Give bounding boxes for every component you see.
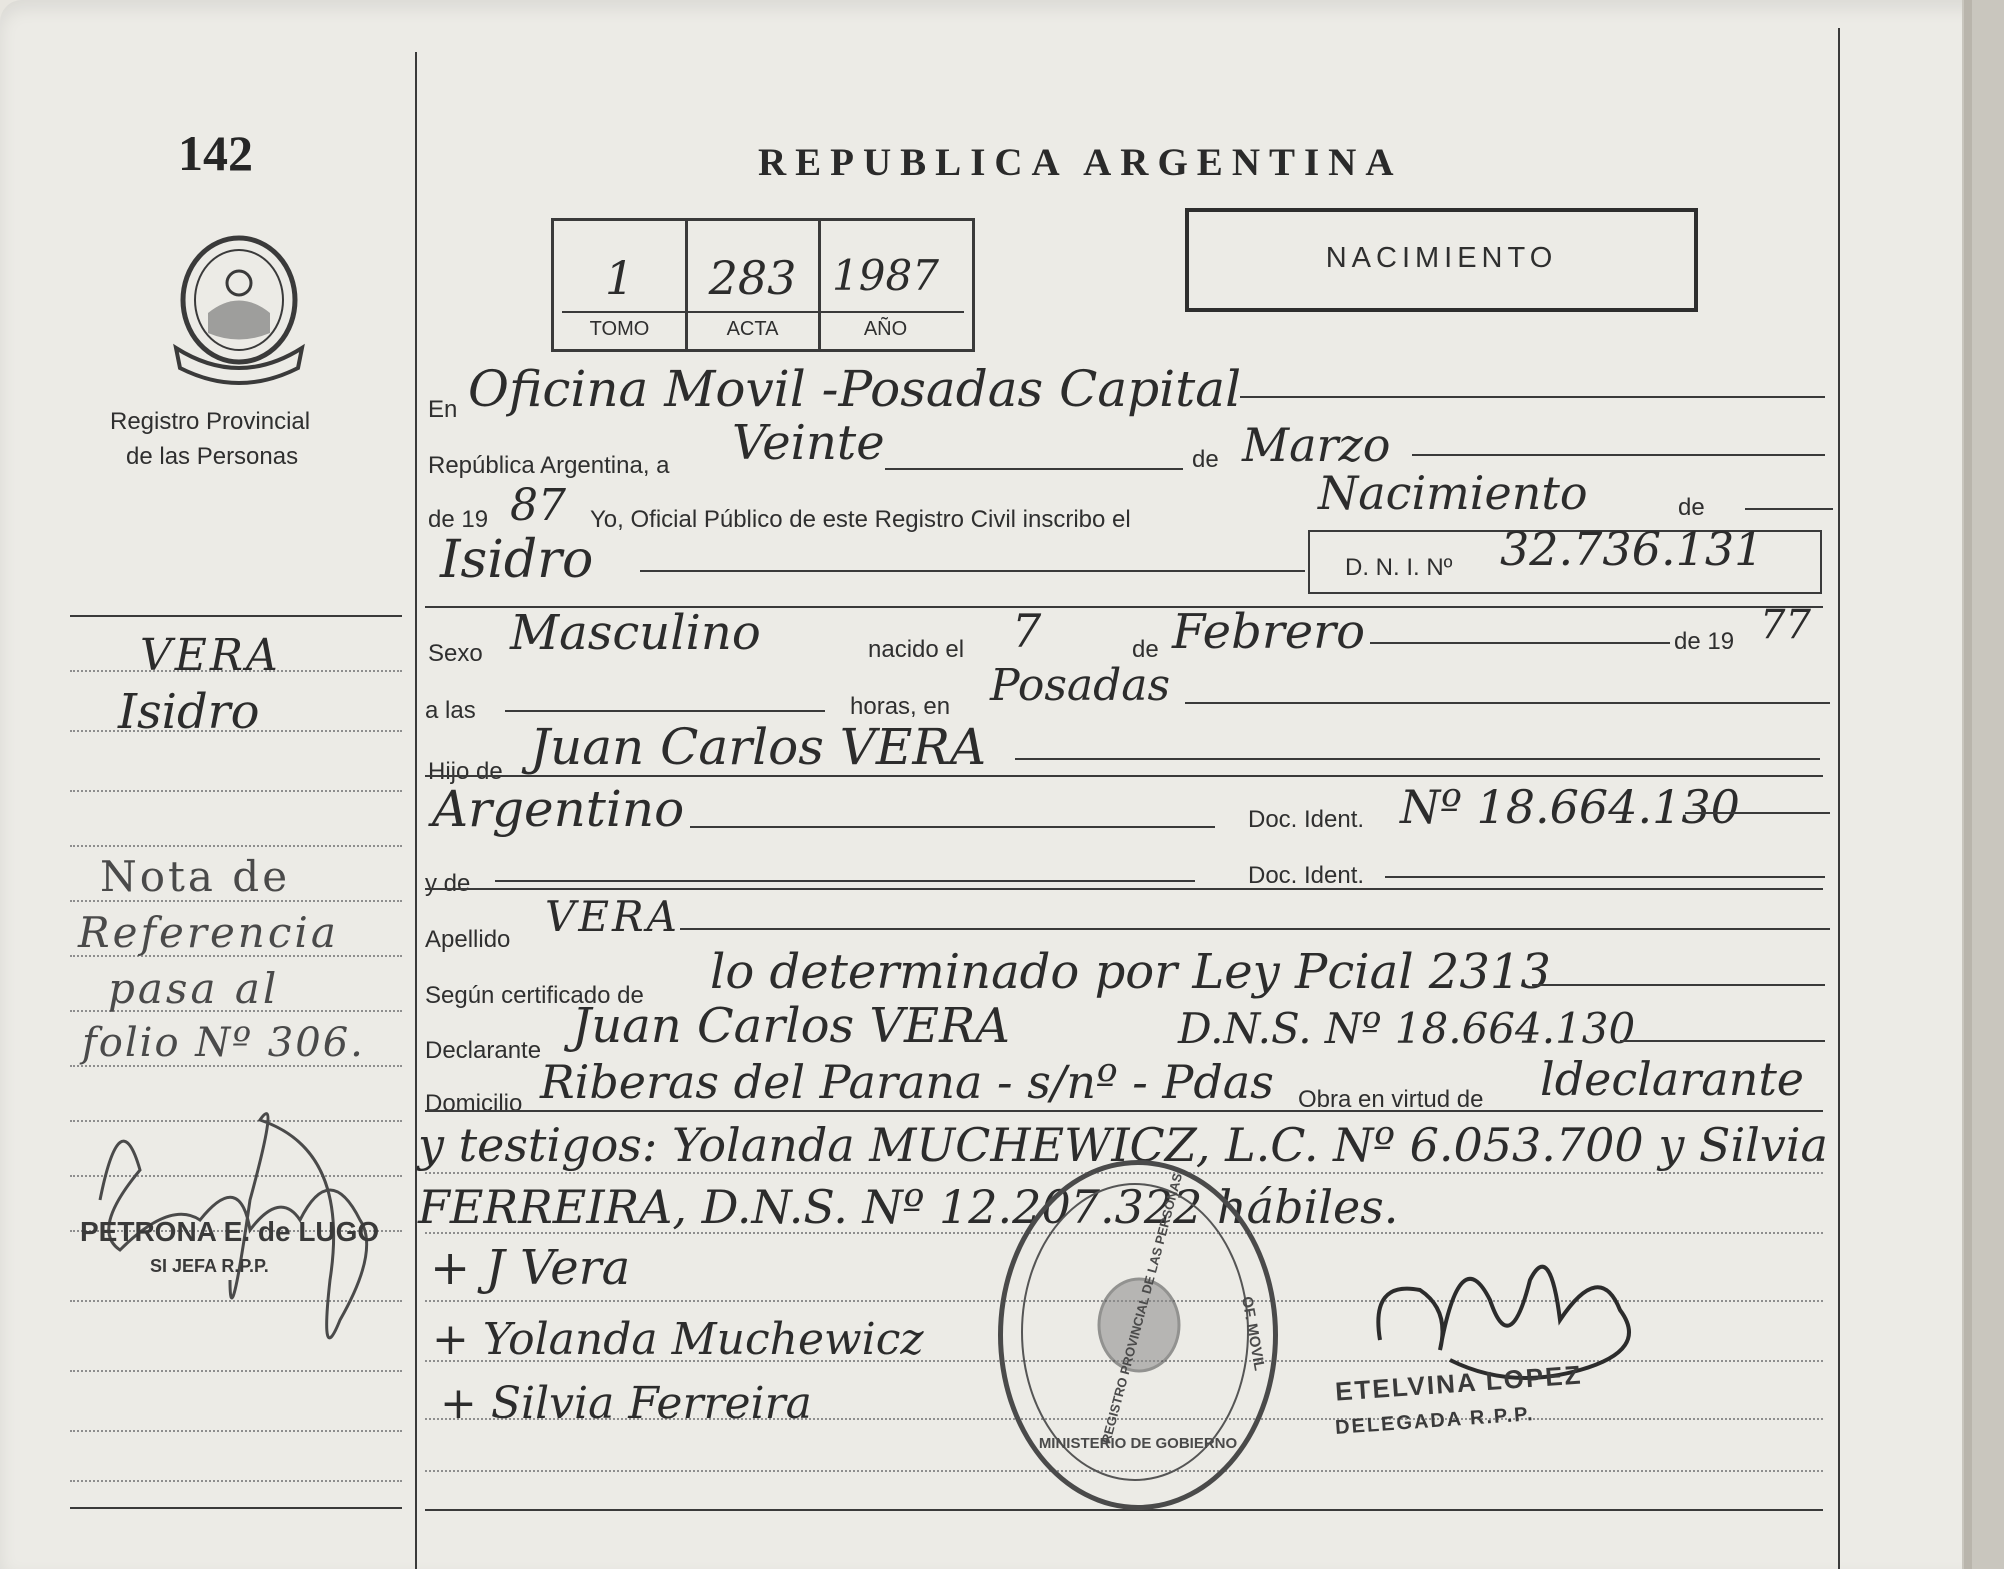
- right-border-line: [1838, 28, 1840, 1569]
- seal-bottom-text: OF. MOVIL: [1238, 1295, 1268, 1372]
- nac-dia-value: 7: [1012, 604, 1042, 658]
- republica-label: República Argentina, a: [428, 452, 670, 479]
- domicilio-value: Riberas del Parana - s/nº - Pdas: [540, 1055, 1274, 1109]
- registry-name-line2: de las Personas: [126, 443, 299, 470]
- declarante-label: Declarante: [425, 1037, 542, 1064]
- margin-line: [70, 1430, 402, 1432]
- seal-outer-text: REGISTRO PROVINCIAL DE LAS PERSONAS: [1098, 1171, 1186, 1446]
- declarante-doc: D.N.S. Nº 18.664.130: [1178, 1004, 1636, 1053]
- docident-label-2: Doc. Ident.: [1248, 862, 1365, 889]
- act-type-box: [1185, 208, 1698, 312]
- yo-label: Yo, Oficial Público de este Registro Civil inscribo el: [590, 506, 1131, 533]
- continuation-line-1: y testigos: Yolanda MUCHEWICZ, L.C. Nº 6.053.700 y Silvia: [418, 1118, 1828, 1172]
- sexo-label: Sexo: [428, 640, 483, 667]
- nacido-label: nacido el: [868, 636, 965, 663]
- alas-label: a las: [425, 697, 476, 724]
- margin-note-4: folio Nº 306.: [82, 1020, 365, 1066]
- en-label: En: [428, 396, 458, 423]
- padre-value: Juan Carlos VERA: [530, 718, 987, 776]
- dia-value: Veinte: [732, 415, 885, 471]
- nac-mes-value: Febrero: [1172, 604, 1366, 660]
- official-seal: [998, 1160, 1278, 1510]
- en-value: Oficina Movil -Posadas Capital: [468, 360, 1242, 418]
- margin-note-3: pasa al: [108, 964, 280, 1013]
- page-number: 142: [178, 125, 253, 181]
- nac-anio-value: 77: [1760, 602, 1811, 648]
- body-bottom-rule: [425, 1509, 1823, 1511]
- anio-label: AÑO: [863, 318, 908, 340]
- seal-inner-text: MINISTERIO DE GOBIERNO: [1038, 1435, 1238, 1452]
- registry-name-line1: Registro Provincial: [110, 408, 311, 435]
- book-spine: [1964, 0, 1972, 1569]
- margin-note-1: Nota de: [100, 852, 291, 901]
- inscribo-value: Nacimiento: [1318, 466, 1588, 520]
- margin-stamp-title: SI JEFA R.P.P.: [150, 1256, 269, 1276]
- country-title: REPUBLICA ARGENTINA: [758, 141, 1403, 184]
- dni-label: D. N. I. Nº: [1345, 554, 1453, 581]
- tomo-label: TOMO: [589, 318, 650, 340]
- margin-line: [70, 845, 402, 847]
- acta-label: ACTA: [726, 318, 779, 340]
- domicilio-label: Domicilio: [425, 1090, 523, 1117]
- apellido-value: VERA: [545, 892, 680, 941]
- official-stamp-name: ETELVINA LOPEZ: [1334, 1359, 1584, 1407]
- segun-value: lo determinado por Ley Pcial 2313: [710, 944, 1551, 1000]
- lugar-value: Posadas: [990, 660, 1171, 711]
- docident-label: Doc. Ident.: [1248, 806, 1365, 833]
- margin-note-2: Referencia: [78, 908, 339, 957]
- obra-label: Obra en virtud de: [1298, 1086, 1484, 1113]
- segun-label: Según certificado de: [425, 982, 644, 1009]
- dni-value: 32.736.131: [1500, 522, 1764, 576]
- margin-line: [70, 1480, 402, 1482]
- de19-label-2: de 19: [1674, 628, 1735, 655]
- margin-line: [70, 790, 402, 792]
- de-label: de: [1192, 446, 1219, 473]
- signature-witness-2: + Silvia Ferreira: [440, 1378, 812, 1429]
- province-emblem-icon: [168, 228, 310, 388]
- acta-value: 283: [708, 251, 797, 305]
- signature-witness-1: + Yolanda Muchewicz: [432, 1314, 924, 1365]
- mes-value: Marzo: [1242, 418, 1391, 472]
- continuation-line-2: FERREIRA, D.N.S. Nº 12.207.322 hábiles.: [418, 1180, 1399, 1234]
- dni-box: [1308, 522, 1822, 594]
- anio-value: 1987: [832, 251, 939, 300]
- tomo-value: 1: [604, 251, 635, 305]
- margin-top-rule: [70, 615, 402, 617]
- de19-label: de 19: [428, 506, 489, 533]
- padre-nacionalidad-value: Argentino: [432, 780, 685, 838]
- yde-label: y de: [425, 870, 471, 897]
- obra-value: ldeclarante: [1540, 1052, 1805, 1106]
- nombre-value: Isidro: [440, 530, 594, 590]
- padre-doc-value: Nº 18.664.130: [1400, 780, 1740, 834]
- sexo-value: Masculino: [510, 605, 761, 661]
- margin-given-name: Isidro: [118, 684, 260, 740]
- anio-registro-value: 87: [510, 480, 566, 531]
- official-stamp-title: DELEGADA R.P.P.: [1334, 1403, 1536, 1439]
- de-label-3: de: [1132, 636, 1159, 663]
- left-column-divider: [415, 52, 417, 1569]
- signature-father: + J Vera: [430, 1240, 631, 1296]
- apellido-label: Apellido: [425, 926, 511, 953]
- declarante-value: Juan Carlos VERA: [572, 998, 1010, 1054]
- act-type: NACIMIENTO: [1325, 242, 1558, 274]
- margin-bottom-rule: [70, 1507, 402, 1509]
- hijo-label: Hijo de: [428, 758, 503, 785]
- reference-box: [551, 218, 975, 352]
- margin-stamp-name: PETRONA E. de LUGO: [80, 1216, 380, 1247]
- de-label-2: de: [1678, 494, 1705, 521]
- horas-label: horas, en: [850, 693, 951, 720]
- margin-surname: VERA: [140, 630, 281, 681]
